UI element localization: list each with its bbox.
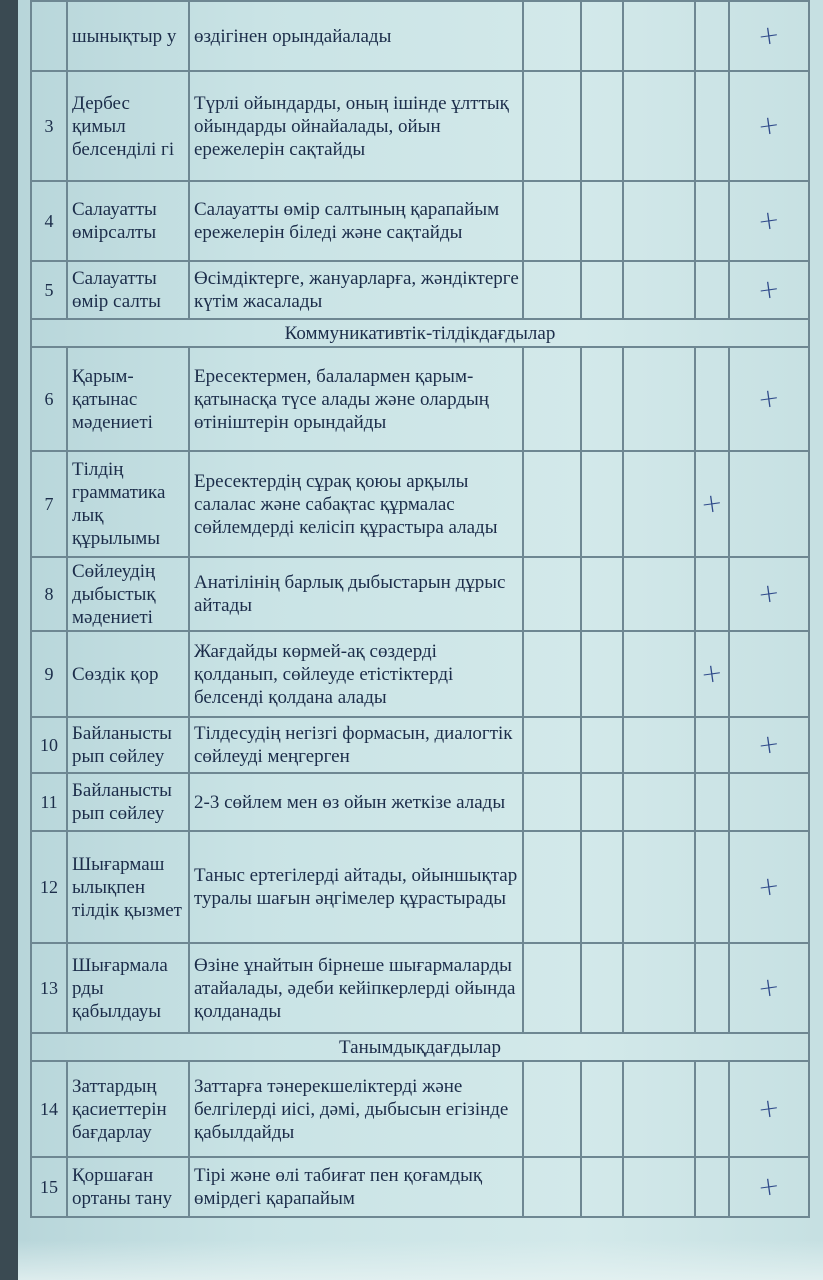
skill-description: Таныс ертегілерді айтады, ойыншықтар туралы шағын әңгімелер құрастырады	[189, 831, 523, 943]
plus-mark-glyph: +	[756, 382, 782, 415]
skill-description: 2-3 сөйлем мен өз ойын жеткізе алады	[189, 773, 523, 831]
mark-cell	[623, 831, 695, 943]
skill-name: Байланысты рып сөйлеу	[67, 773, 189, 831]
section-title: Коммуникативтік-тілдікдағдылар	[31, 319, 809, 347]
skill-description: Ересектердің сұрақ қоюы арқылы салалас және сабақтас құрмалас сөйлемдерді келісіп құрастыра алады	[189, 451, 523, 557]
row-number: 6	[31, 347, 67, 451]
mark-cell	[581, 181, 623, 261]
row-number: 3	[31, 71, 67, 181]
mark-cell	[623, 261, 695, 319]
section-header-row	[31, 319, 809, 347]
mark-cell	[695, 831, 729, 943]
plus-mark	[729, 181, 809, 261]
mark-cell	[523, 831, 581, 943]
mark-cell	[581, 451, 623, 557]
section-header-row	[31, 1033, 809, 1061]
mark-cell	[623, 773, 695, 831]
row-number	[31, 1, 67, 71]
mark-cell	[623, 557, 695, 631]
skill-name: Салауатты өмірсалты	[67, 181, 189, 261]
skill-name: Шығармаш ылықпен тілдік қызмет	[67, 831, 189, 943]
row-number: 10	[31, 717, 67, 773]
skill-name: шынықтыр у	[67, 1, 189, 71]
table-row	[31, 943, 809, 1033]
section-title: Танымдықдағдылар	[31, 1033, 809, 1061]
mark-cell	[523, 181, 581, 261]
row-number: 8	[31, 557, 67, 631]
mark-cell	[695, 71, 729, 181]
mark-cell	[695, 1157, 729, 1217]
mark-cell	[695, 181, 729, 261]
mark-cell	[623, 943, 695, 1033]
table-row	[31, 347, 809, 451]
table-row	[31, 451, 809, 557]
mark-cell	[523, 347, 581, 451]
mark-cell	[581, 773, 623, 831]
mark-cell	[581, 1061, 623, 1157]
skill-description: Өсімдіктерге, жануарларға, жәндіктерге күтім жасалады	[189, 261, 523, 319]
row-number: 5	[31, 261, 67, 319]
mark-cell	[523, 261, 581, 319]
table-row	[31, 831, 809, 943]
mark-cell	[623, 1157, 695, 1217]
row-number: 11	[31, 773, 67, 831]
mark-cell	[523, 451, 581, 557]
skill-description: Өзіне ұнайтын бірнеше шығармаларды атайалады, әдеби кейіпкерлерді ойында қолданады	[189, 943, 523, 1033]
row-number: 13	[31, 943, 67, 1033]
plus-mark-glyph: +	[756, 971, 782, 1004]
mark-cell	[581, 261, 623, 319]
mark-cell	[581, 717, 623, 773]
plus-mark	[695, 631, 729, 717]
plus-mark	[695, 451, 729, 557]
mark-cell	[623, 631, 695, 717]
mark-cell	[523, 1, 581, 71]
assessment-table	[30, 0, 810, 1218]
mark-cell	[581, 631, 623, 717]
mark-cell	[695, 1, 729, 71]
table-row	[31, 1061, 809, 1157]
skill-description: Тірі және өлі табиғат пен қоғамдық өмірдегі қарапайым	[189, 1157, 523, 1217]
mark-cell	[695, 261, 729, 319]
row-number: 4	[31, 181, 67, 261]
plus-mark	[729, 347, 809, 451]
mark-cell	[581, 831, 623, 943]
plus-mark-glyph: +	[756, 273, 782, 306]
mark-cell	[623, 717, 695, 773]
plus-mark-glyph: +	[756, 728, 782, 761]
plus-mark	[729, 1, 809, 71]
mark-cell	[623, 1, 695, 71]
table-row	[31, 181, 809, 261]
skill-name: Дербес қимыл белсенділі гі	[67, 71, 189, 181]
mark-cell	[729, 773, 809, 831]
skill-name: Байланысты рып сөйлеу	[67, 717, 189, 773]
table-row	[31, 773, 809, 831]
plus-mark	[729, 557, 809, 631]
mark-cell	[581, 557, 623, 631]
mark-cell	[523, 1061, 581, 1157]
mark-cell	[581, 1, 623, 71]
skill-description: өздігінен орындайалады	[189, 1, 523, 71]
mark-cell	[523, 943, 581, 1033]
plus-mark	[729, 717, 809, 773]
table-row	[31, 1157, 809, 1217]
skill-name: Шығармала рды қабылдауы	[67, 943, 189, 1033]
skill-name: Сөздік қор	[67, 631, 189, 717]
skill-description: Заттарға тәнерекшеліктерді және белгілерді иісі, дәмі, дыбысын егізінде қабылдайды	[189, 1061, 523, 1157]
table-row	[31, 1, 809, 71]
plus-mark	[729, 261, 809, 319]
plus-mark-glyph: +	[756, 870, 782, 903]
plus-mark-glyph: +	[756, 1170, 782, 1203]
mark-cell	[729, 631, 809, 717]
skill-description: Салауатты өмір салтының қарапайым ережелерін біледі және сақтайды	[189, 181, 523, 261]
mark-cell	[581, 71, 623, 181]
table-row	[31, 557, 809, 631]
skill-name: Сөйлеудің дыбыстық мәдениеті	[67, 557, 189, 631]
mark-cell	[523, 773, 581, 831]
skill-name: Қоршаған ортаны тану	[67, 1157, 189, 1217]
mark-cell	[623, 181, 695, 261]
mark-cell	[729, 451, 809, 557]
plus-mark	[729, 943, 809, 1033]
mark-cell	[581, 1157, 623, 1217]
row-number: 15	[31, 1157, 67, 1217]
plus-mark-glyph: +	[699, 657, 725, 690]
table-row	[31, 631, 809, 717]
mark-cell	[695, 717, 729, 773]
mark-cell	[695, 773, 729, 831]
plus-mark	[729, 1157, 809, 1217]
skill-description: Жағдайды көрмей-ақ сөздерді қолданып, сөйлеуде етістіктерді белсенді қолдана алады	[189, 631, 523, 717]
plus-mark-glyph: +	[756, 109, 782, 142]
skill-name: Салауатты өмір салты	[67, 261, 189, 319]
table-row	[31, 261, 809, 319]
row-number: 9	[31, 631, 67, 717]
plus-mark-glyph: +	[699, 487, 725, 520]
mark-cell	[581, 347, 623, 451]
row-number: 12	[31, 831, 67, 943]
mark-cell	[695, 347, 729, 451]
skill-description: Анатілінің барлық дыбыстарын дұрыс айтады	[189, 557, 523, 631]
table-row	[31, 717, 809, 773]
mark-cell	[523, 557, 581, 631]
mark-cell	[695, 1061, 729, 1157]
document-page	[18, 0, 823, 1280]
row-number: 7	[31, 451, 67, 557]
skill-description: Тілдесудің негізгі формасын, диалогтік сөйлеуді меңгерген	[189, 717, 523, 773]
mark-cell	[695, 943, 729, 1033]
skill-name: Қарым-қатынас мәдениеті	[67, 347, 189, 451]
table-row	[31, 71, 809, 181]
skill-name: Тілдің грамматика лық құрылымы	[67, 451, 189, 557]
skill-description: Түрлі ойындарды, оның ішінде ұлттық ойындарды ойнайалады, ойын ережелерін сақтайды	[189, 71, 523, 181]
plus-mark	[729, 71, 809, 181]
plus-mark	[729, 1061, 809, 1157]
mark-cell	[695, 557, 729, 631]
mark-cell	[523, 717, 581, 773]
plus-mark-glyph: +	[756, 577, 782, 610]
skill-name: Заттардың қасиеттерін бағдарлау	[67, 1061, 189, 1157]
mark-cell	[623, 451, 695, 557]
mark-cell	[623, 71, 695, 181]
mark-cell	[523, 1157, 581, 1217]
mark-cell	[523, 71, 581, 181]
mark-cell	[581, 943, 623, 1033]
plus-mark-glyph: +	[756, 19, 782, 52]
mark-cell	[523, 631, 581, 717]
mark-cell	[623, 1061, 695, 1157]
row-number: 14	[31, 1061, 67, 1157]
plus-mark-glyph: +	[756, 1092, 782, 1125]
mark-cell	[623, 347, 695, 451]
plus-mark-glyph: +	[756, 204, 782, 237]
skill-description: Ересектермен, балалармен қарым-қатынасқа түсе алады және олардың өтініштерін орындайды	[189, 347, 523, 451]
plus-mark	[729, 831, 809, 943]
